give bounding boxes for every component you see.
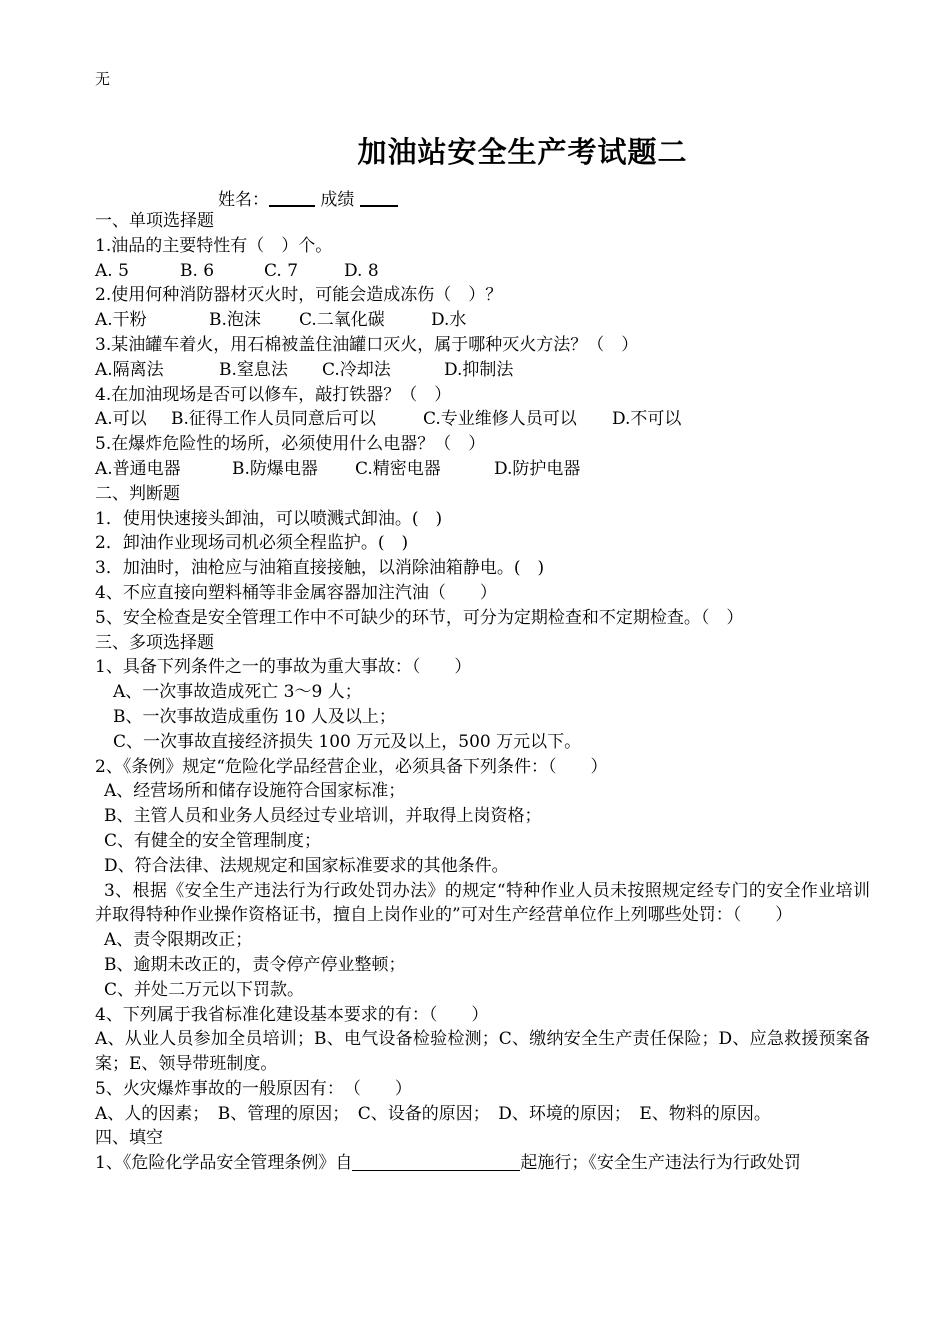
option: A.隔离法 — [95, 359, 164, 380]
fill-question-prefix: 1、《危险化学品安全管理条例》自 — [95, 1153, 353, 1174]
option-line: A、责令限期改正； — [104, 930, 253, 951]
option-line: D、符合法律、法规规定和国家标准要求的其他条件。 — [104, 855, 509, 876]
header-note: 无 — [95, 70, 111, 88]
options-row — [95, 358, 870, 383]
options-paragraph: A、从业人员参加全员培训；B、电气设备检验检测；C、缴纳安全生产责任保险；D、应急救援预案备案；E、领导带班制度。 — [95, 1029, 870, 1075]
option-line: B、逾期未改正的，责令停产停业整顿； — [104, 954, 406, 975]
option-line: A、经营场所和储存设施符合国家标准； — [104, 781, 406, 802]
option-line: C、并处二万元以下罚款。 — [104, 979, 305, 1000]
option: A.干粉 — [95, 310, 147, 331]
question: 2.使用何种消防器材灭火时，可能会造成冻伤（ ）？ — [95, 285, 503, 306]
options-row — [95, 457, 870, 482]
option: D.防护电器 — [494, 458, 581, 479]
name-score-line — [218, 185, 398, 210]
fill-question — [95, 1151, 870, 1176]
option: D.不可以 — [612, 409, 682, 430]
question-text: 3、根据《安全生产违法行为行政处罚办法》的规定“特种作业人员未按照规定经专门的安全作业培训并取得特种作业操作资格证书，擅自上岗作业的”可对生产经营单位作上列哪些处罚：（ ） — [95, 880, 870, 926]
option-line: C、有健全的安全管理制度； — [104, 830, 322, 851]
option: D.抑制法 — [444, 359, 514, 380]
options-row — [95, 308, 870, 333]
judgement-item: 5、安全检查是安全管理工作中不可缺少的环节，可分为定期检查和不定期检查。（ ） — [95, 607, 744, 628]
option: A.可以 — [95, 409, 147, 430]
judgement-item: 1．使用快速接头卸油，可以喷溅式卸油。( ) — [95, 508, 443, 529]
page-title: 加油站安全生产考试题二 — [357, 135, 688, 169]
section-heading: 二、判断题 — [95, 483, 180, 504]
exam-content — [95, 209, 870, 1176]
option: C.专业维修人员可以 — [423, 409, 577, 430]
question: 5.在爆炸危险性的场所，必须使用什么电器？（ ） — [95, 434, 486, 455]
judgement-item: 4、不应直接向塑料桶等非金属容器加注汽油（ ） — [95, 582, 497, 603]
option: C.精密电器 — [355, 458, 441, 479]
question: 1.油品的主要特性有（ ）个。 — [95, 235, 333, 256]
option: C.二氧化碳 — [299, 310, 385, 331]
section-heading: 三、多项选择题 — [95, 632, 214, 653]
question: 3.某油罐车着火，用石棉被盖住油罐口灭火，属于哪种灭火方法？（ ） — [95, 334, 639, 355]
score-label: 成绩 — [320, 190, 355, 210]
option: C. 7 — [264, 260, 299, 281]
options-row — [95, 259, 870, 284]
options-paragraph: A、人的因素； B、管理的原因； C、设备的原因； D、环境的原因； E、物料的原因。 — [95, 1103, 771, 1124]
options-row — [95, 407, 870, 432]
judgement-item: 3．加油时，油枪应与油箱直接接触，以消除油箱静电。( ) — [95, 558, 545, 579]
fill-blank[interactable] — [352, 1154, 520, 1171]
section-heading: 四、填空 — [95, 1128, 163, 1149]
section-heading: 一、单项选择题 — [95, 211, 214, 231]
option: D. 8 — [344, 260, 379, 281]
name-blank[interactable] — [269, 191, 315, 207]
question: 2、《条例》规定“危险化学品经营企业，必须具备下列条件：（ ） — [95, 756, 608, 777]
option: C.冷却法 — [322, 359, 391, 380]
option: D.水 — [431, 310, 467, 331]
option: B. 6 — [180, 260, 215, 281]
score-blank[interactable] — [360, 191, 398, 207]
option-line: B、主管人员和业务人员经过专业培训，并取得上岗资格； — [104, 806, 542, 827]
option: B.防爆电器 — [232, 458, 318, 479]
fill-question-suffix: 起施行；《安全生产违法行为行政处罚 — [520, 1153, 801, 1174]
option-line: C、一次事故直接经济损失 100 万元及以上，500 万元以下。 — [113, 731, 582, 752]
option: A.普通电器 — [95, 458, 181, 479]
option-line: B、一次事故造成重伤 10 人及以上； — [113, 706, 396, 727]
question: 5、火灾爆炸事故的一般原因有： （ ） — [95, 1078, 412, 1099]
question: 4.在加油现场是否可以修车，敲打铁器？（ ） — [95, 384, 452, 405]
question — [95, 879, 870, 929]
option: B.窒息法 — [219, 359, 288, 380]
option: A. 5 — [95, 260, 129, 281]
option: B.泡沫 — [209, 310, 261, 331]
question: 1、具备下列条件之一的事故为重大事故：（ ） — [95, 657, 472, 678]
option: B.征得工作人员同意后可以 — [171, 409, 376, 430]
name-label: 姓名： — [218, 190, 269, 210]
option-line: A、一次事故造成死亡 3～9 人； — [113, 682, 362, 703]
judgement-item: 2．卸油作业现场司机必须全程监护。( ) — [95, 533, 409, 554]
question: 4、下列属于我省标准化建设基本要求的有：（ ） — [95, 1004, 489, 1025]
